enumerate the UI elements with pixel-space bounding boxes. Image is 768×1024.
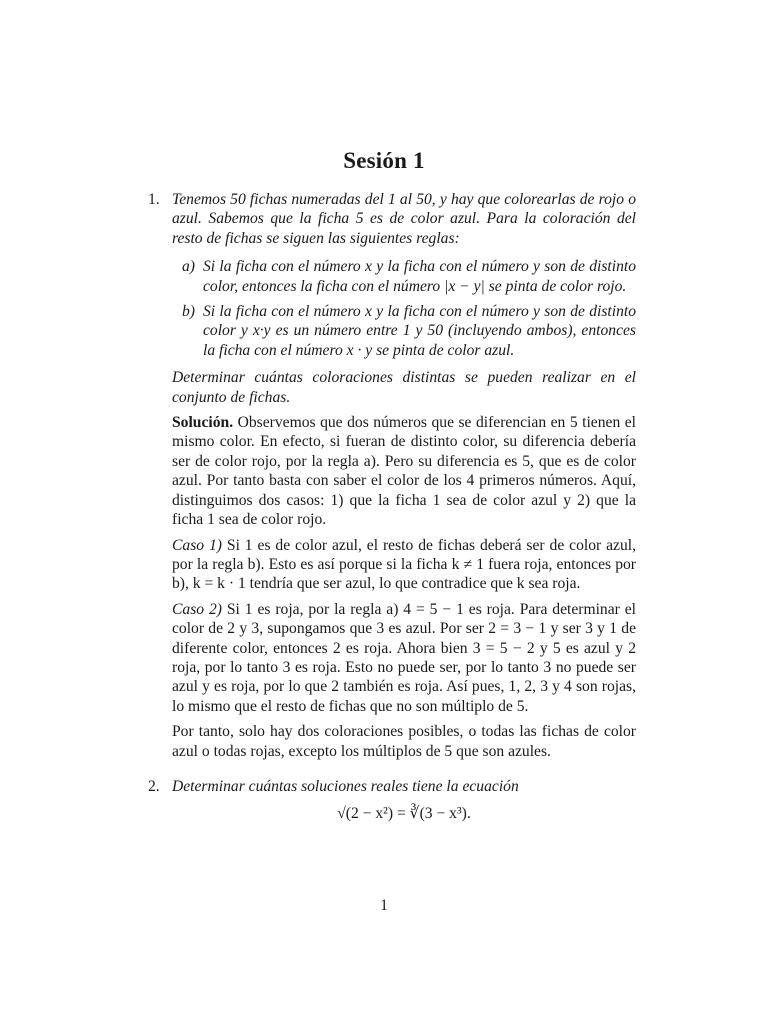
rule-text: Si la ficha con el número x y la ficha con el número y son de distinto color y x·y es un número entre 1 y 50 (incluyendo ambos), entonces la ficha con el número x · y se pinta de color azul. (203, 303, 636, 359)
problem-question: Determinar cuántas coloraciones distintas se pueden realizar en el conjunto de fichas. (172, 369, 636, 406)
problem-number: 2. (148, 777, 160, 795)
problem-2 (142, 777, 636, 824)
rule-text: Si la ficha con el número x y la ficha con el número y son de distinto color, entonces la ficha con el número |x − y| se pinta de color rojo. (203, 258, 636, 295)
case-1-label: Caso 1) (172, 536, 222, 554)
case-2-label: Caso 2) (172, 600, 222, 618)
solution-text: Observemos que dos números que se diferencian en 5 tienen el mismo color. En efecto, si fueran de distinto color, su diferencia debería ser de color rojo, por la regla a). Pero su diferencia es 5, que es de color azul. Por tanto basta con saber el color de los 4 primeros números. Aquí, distinguimos dos casos: 1) que la ficha 1 sea de color azul y 2) que la ficha 1 sea de color rojo. (172, 414, 636, 529)
case-2-text: Si 1 es roja, por la regla a) 4 = 5 − 1 es roja. Para determinar el color de 2 y 3, supongamos que 3 es azul. Por ser 2 = 3 − 1 y ser 3 y 1 de diferente color, entonces 2 es roja. Ahora bien 3 = 5 − 2 y 5 es azul y 2 roja, por lo tanto 3 es roja. Esto no puede ser, por lo tanto 3 no puede ser azul y es roja, por lo que 2 también es roja. Así pues, 1, 2, 3 y 4 son rojas, lo mismo que el resto de fichas que no son múltiplo de 5. (172, 600, 636, 715)
document-body (142, 190, 636, 824)
problem-statement: Tenemos 50 fichas numeradas del 1 al 50, y hay que colorearlas de rojo o azul. Sabemos que la ficha 5 es de color azul. Para la coloración del resto de fichas se siguen las siguientes reglas: (172, 191, 636, 247)
rules-list (172, 257, 636, 360)
rule-label: a) (182, 258, 195, 276)
case-2-paragraph (172, 600, 636, 716)
rule-item-b (172, 302, 636, 360)
solution-label: Solución. (172, 414, 234, 432)
case-1-text: Si 1 es de color azul, el resto de fichas deberá ser de color azul, por la regla b). Esto es así porque si la ficha k ≠ 1 fuera roja, entonces por b), k = k · 1 tendría que ser azul, lo que contradice que k sea roja. (172, 536, 636, 593)
rule-label: b) (182, 303, 195, 321)
problem-number: 1. (148, 191, 160, 208)
equation: √(2 − x²) = ∛(3 − x³). (337, 805, 471, 823)
rule-item-a (172, 257, 636, 296)
problem-statement: Determinar cuántas soluciones reales tiene la ecuación (172, 777, 519, 795)
page-title: Sesión 1 (343, 148, 425, 173)
case-1-paragraph (172, 536, 636, 594)
problem-1 (142, 190, 636, 761)
page-number: 1 (380, 897, 388, 914)
solution-paragraph (172, 413, 636, 529)
conclusion-paragraph: Por tanto, solo hay dos coloraciones posibles, o todas las fichas de color azul o todas rojas, excepto los múltiplos de 5 que son azules. (172, 723, 636, 760)
